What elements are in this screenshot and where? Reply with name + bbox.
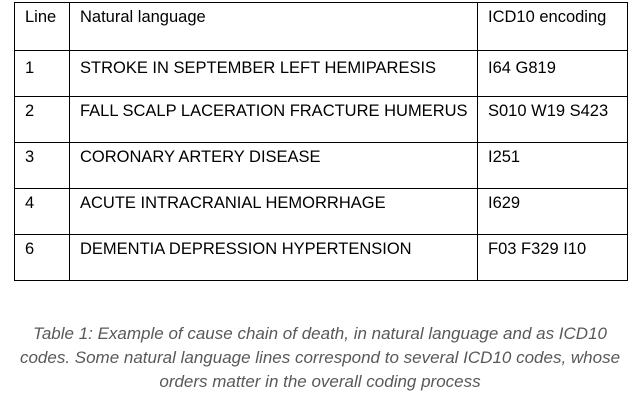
table-row bbox=[15, 97, 628, 143]
table-row bbox=[15, 51, 628, 97]
cell-line: 1 bbox=[15, 51, 70, 97]
cell-natural-language: FALL SCALP LACERATION FRACTURE HUMERUS bbox=[70, 97, 478, 143]
cell-icd10: S010 W19 S423 bbox=[478, 97, 628, 143]
cell-icd10: I64 G819 bbox=[478, 51, 628, 97]
table-row bbox=[15, 235, 628, 281]
table-row bbox=[15, 143, 628, 189]
header-natural-language: Natural language bbox=[70, 3, 478, 51]
header-line: Line bbox=[15, 3, 70, 51]
caption-line-2: codes. Some natural language lines correspond to several ICD10 codes, whose bbox=[19, 348, 621, 367]
header-icd10-encoding: ICD10 encoding bbox=[478, 3, 628, 51]
caption-line-3: orders matter in the overall coding process bbox=[159, 372, 481, 391]
cell-line: 2 bbox=[15, 97, 70, 143]
icd10-table bbox=[14, 2, 628, 281]
caption-line-1: Table 1: Example of cause chain of death, in natural language and as ICD10 bbox=[33, 324, 607, 343]
cell-natural-language: CORONARY ARTERY DISEASE bbox=[70, 143, 478, 189]
table-row bbox=[15, 189, 628, 235]
cell-icd10: F03 F329 I10 bbox=[478, 235, 628, 281]
cell-natural-language: DEMENTIA DEPRESSION HYPERTENSION bbox=[70, 235, 478, 281]
cell-icd10: I251 bbox=[478, 143, 628, 189]
icd10-table-container bbox=[14, 2, 627, 281]
cell-line: 4 bbox=[15, 189, 70, 235]
cell-icd10: I629 bbox=[478, 189, 628, 235]
cell-line: 6 bbox=[15, 235, 70, 281]
cell-line: 3 bbox=[15, 143, 70, 189]
cell-natural-language: STROKE IN SEPTEMBER LEFT HEMIPARESIS bbox=[70, 51, 478, 97]
cell-natural-language: ACUTE INTRACRANIAL HEMORRHAGE bbox=[70, 189, 478, 235]
table-header-row bbox=[15, 3, 628, 51]
table-caption bbox=[0, 322, 640, 394]
